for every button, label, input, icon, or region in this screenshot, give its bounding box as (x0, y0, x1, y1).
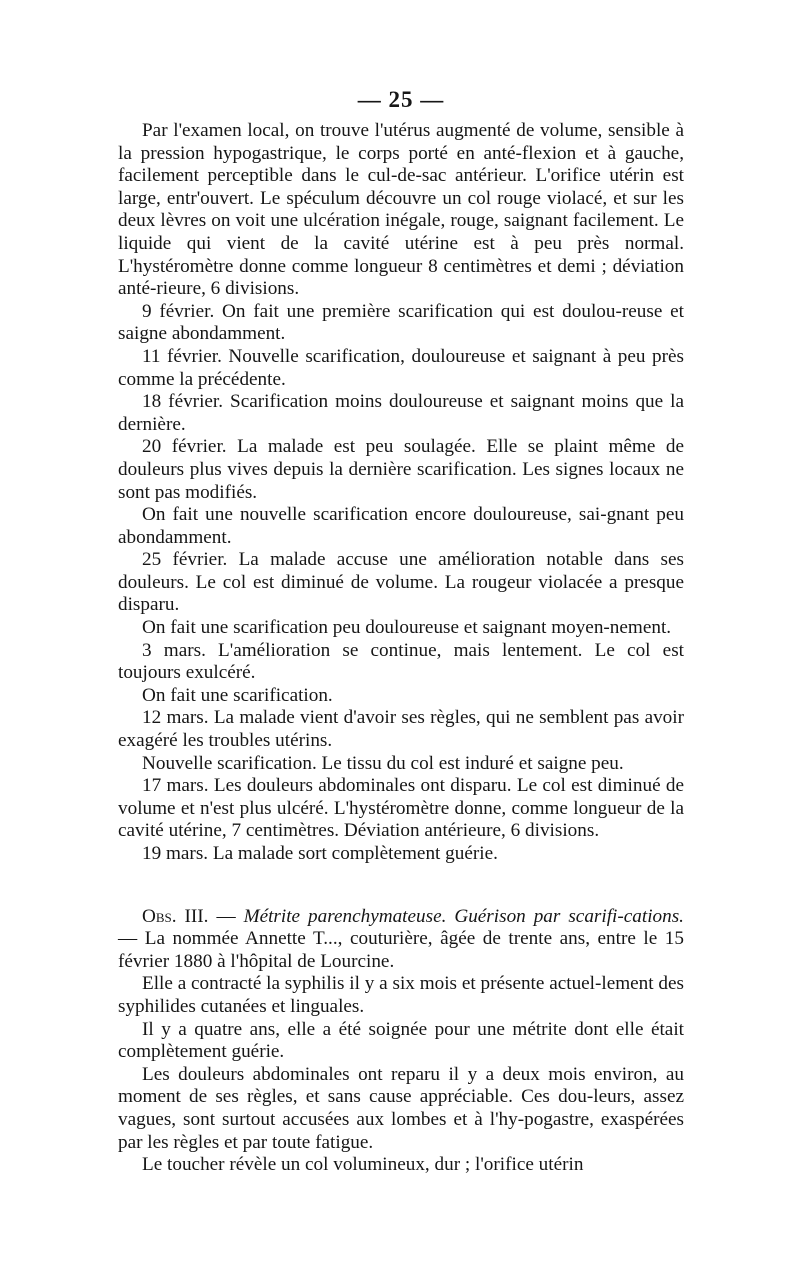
paragraph-9-fevrier: 9 février. On fait une première scarification qui est doulou-reuse et saigne abondamment. (118, 300, 684, 345)
paragraph-on-fait-scarification: On fait une scarification. (142, 684, 333, 706)
paragraph-11-fevrier: 11 février. Nouvelle scarification, douloureuse et saignant à peu près comme la précédente. (118, 345, 684, 390)
observation-dash: — (208, 905, 244, 927)
observation-paragraph-syphilis: Elle a contracté la syphilis il y a six mois et présente actuel-lement des syphilides cutanées et linguales. (118, 973, 684, 1017)
observation-title: Métrite parenchymateuse. Guérison par scarifi-cations. (243, 905, 684, 927)
book-page (118, 86, 684, 1177)
paragraph-18-fevrier: 18 février. Scarification moins douloureuse et saignant moins que la dernière. (118, 391, 684, 435)
observation-intro: — La nommée Annette T..., couturière, âgée de trente ans, entre le 15 février 1880 à l'hôpital de Lourcine. (118, 928, 684, 972)
paragraph-examen: Par l'examen local, on trouve l'utérus augmenté de volume, sensible à la pression hypogastrique, le corps porté en anté-flexion et à gauche, facilement perceptible dans le cul-de-sac antérieur. L'orifice utérin est large, entr'ouvert. Le spéculum découvre un col rouge violacé, et sur les deux lèvres on voit une ulcération inégale, rouge, saignant facilement. Le liquide qui vient de la cavité utérine est à peu près normal. L'hystéromètre donne comme longueur 8 centimètres et demi ; déviation anté-rieure, 6 divisions. (118, 120, 684, 300)
paragraph-3-mars: 3 mars. L'amélioration se continue, mais lentement. Le col est toujours exulcéré. (118, 639, 684, 684)
observation-heading (118, 906, 684, 974)
observation-paragraph-toucher: Le toucher révèle un col volumineux, dur ; l'orifice utérin (142, 1154, 584, 1176)
paragraph-nouvelle-scarification: On fait une nouvelle scarification encore douloureuse, sai-gnant peu abondamment. (118, 504, 684, 548)
paragraph-19-mars: 19 mars. La malade sort complètement guérie. (142, 843, 498, 864)
page-number: — 25 — (357, 87, 445, 112)
observation-paragraph-douleurs: Les douleurs abdominales ont reparu il y a deux mois environ, au moment de ses règles, et sans cause appréciable. Ces dou-leurs, assez vagues, sont surtout accusées aux lombes et à l'hy-pogastre, exaspérées par les règles et par toute fatigue. (118, 1063, 684, 1153)
paragraph-scarification-peu-douloureuse: On fait une scarification peu douloureuse et saignant moyen-nement. (142, 617, 672, 639)
paragraph-12-mars: 12 mars. La malade vient d'avoir ses règles, qui ne semblent pas avoir exagéré les troubles utérins. (118, 707, 684, 752)
paragraph-20-fevrier: 20 février. La malade est peu soulagée. Elle se plaint même de douleurs plus vives depuis la dernière scarification. Les signes locaux ne sont pas modifiés. (118, 436, 684, 503)
paragraph-25-fevrier: 25 février. La malade accuse une amélioration notable dans ses douleurs. Le col est diminué de volume. La rougeur violacée a presque disparu. (118, 549, 684, 616)
paragraph-17-mars: 17 mars. Les douleurs abdominales ont disparu. Le col est diminué de volume et n'est plus ulcéré. L'hystéromètre donne, comme longueur de la cavité utérine, 7 centimètres. Déviation antérieure, 6 divisions. (118, 775, 684, 842)
case-notes (118, 120, 684, 866)
paragraph-tissu-col: Nouvelle scarification. Le tissu du col est induré et saigne peu. (142, 752, 624, 774)
observation-paragraph-quatre-ans: Il y a quatre ans, elle a été soignée pour une métrite dont elle était complètement guérie. (118, 1018, 684, 1063)
observation-label: Obs. III. (142, 905, 209, 927)
observation-iii (118, 906, 684, 1177)
